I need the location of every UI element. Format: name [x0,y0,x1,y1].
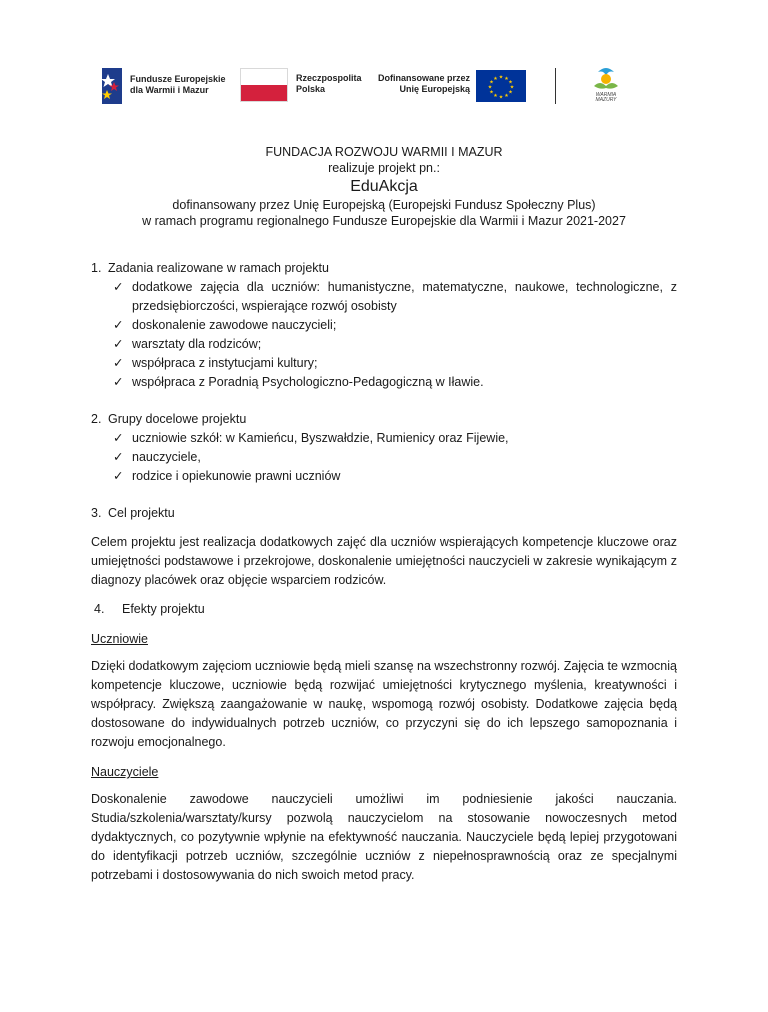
project-title: EduAkcja [350,178,418,195]
list-item: ✓ nauczyciele, [113,448,677,467]
fe-logo-line2: dla Warmii i Mazur [130,85,209,95]
paragraph: Celem projektu jest realizacja dodatkowych zajęć dla uczniów wspierających kompetencje kluczowe oraz umiejętności podstawowe i przekrojowe, doskonalenie umiejętności nauczycieli w zakresie wynikającym z diagnozy placówek oraz objęcie wsparciem rodziców. [91,535,677,587]
organization-name: FUNDACJA ROZWOJU WARMII I MAZUR [265,145,503,159]
list-item: ✓ współpraca z instytucjami kultury; [113,354,677,373]
cofinancing-line-2: w ramach programu regionalnego Fundusze Europejskie dla Warmii i Mazur 2021-2027 [142,214,626,228]
logo-strip [0,64,768,108]
check-mark-icon: ✓ [113,431,124,445]
subheading-uczniowie: Uczniowie [91,632,148,646]
eu-flag-icon [476,70,526,102]
cofinancing-line-1: dofinansowany przez Unię Europejską (Europejski Fundusz Społeczny Plus) [172,198,596,212]
section-title: Zadania realizowane w ramach projektu [108,261,329,275]
check-mark-icon: ✓ [113,337,124,351]
section-number: 4. [94,602,105,616]
rp-logo-line2: Polska [296,84,326,94]
fe-logo-line1: Fundusze Europejskie [130,74,226,84]
realizuje-line: realizuje projekt pn.: [328,161,440,175]
svg-text:★: ★ [508,79,513,86]
svg-text:★: ★ [493,93,498,99]
rzeczpospolita-polska-logo [240,64,360,108]
wm-logo-line2: MAZURY [595,97,617,103]
eu-logo-line1: Dofinansowane przez [378,73,471,83]
svg-text:★: ★ [498,74,504,81]
section-title: Grupy docelowe projektu [108,412,247,426]
check-mark-icon: ✓ [113,469,124,483]
svg-text:★: ★ [504,76,509,82]
paragraph: Doskonalenie zawodowe nauczycieli umożliwi im podniesienie jakości nauczania. Studia/szkolenia/warsztaty/kursy pozwolą nauczycielom na stosowanie nowoczesnych metod dydaktycznych, co pozytywnie wpłynie na efektywność nauczania. Nauczyciele będą lepiej przygotowani do identyfikacji potrzeb uczniów, szczególnie uczniów z niepełnosprawnością oraz ze specjalnymi potrzebami i dostosowywania do nich swoich metod pracy. [91,792,677,882]
fundusze-europejskie-logo [98,64,228,108]
warmia-mazury-logo [586,64,626,108]
section-grupy [91,410,677,486]
eu-logo-line2: Unię Europejską [399,84,470,94]
section-efekty [91,600,677,885]
svg-text:★: ★ [504,93,509,99]
document-body [91,144,677,885]
section-number: 2. [91,412,102,426]
document-header [91,144,677,229]
rp-logo-line1: Rzeczpospolita [296,73,362,83]
list-item: ✓ warsztaty dla rodziców; [113,335,677,354]
checklist [91,278,677,392]
section-heading [91,504,677,523]
polish-flag-icon [240,68,288,102]
svg-text:★: ★ [509,84,515,91]
svg-text:★: ★ [498,94,504,101]
subheading-nauczyciele: Nauczyciele [91,765,159,779]
check-mark-icon: ✓ [113,280,124,294]
list-item: ✓ uczniowie szkół: w Kamieńcu, Byszwałdzie, Rumienicy oraz Fijewie, [113,429,677,448]
wm-logo-line1: WARMIA [595,92,617,98]
section-title: Cel projektu [108,506,175,520]
unia-europejska-logo [378,64,528,108]
checklist [91,429,677,486]
check-mark-icon: ✓ [113,356,124,370]
section-number: 1. [91,261,102,275]
svg-text:★: ★ [508,89,513,96]
check-mark-icon: ✓ [113,450,124,464]
section-heading [91,410,677,429]
list-item: ✓ doskonalenie zawodowe nauczycieli; [113,316,677,335]
section-number: 3. [91,506,102,520]
section-title: Efekty projektu [122,602,205,616]
section-heading [91,259,677,278]
check-mark-icon: ✓ [113,318,124,332]
check-mark-icon: ✓ [113,375,124,389]
svg-text:★: ★ [487,84,493,91]
section-zadania [91,259,677,392]
svg-text:★: ★ [489,89,494,96]
svg-text:★: ★ [493,76,498,82]
warmia-mazury-emblem-icon [586,64,626,94]
paragraph: Dzięki dodatkowym zajęciom uczniowie będą mieli szansę na wszechstronny rozwój. Zajęcia te wzmocnią kompetencje kluczowe, uczniowie będą rozwijać umiejętności krytycznego myślenia, kreatywności i współpracy. Zwiększą zaangażowanie w naukę, wspomogą rozwój osobisty. Dodatkowe zajęcia będą dostosowane do indywidualnych potrzeb uczniów, co przyczyni się do ich lepszego samopoznania i rozwoju emocjonalnego. [91,659,677,749]
section-cel [91,504,677,590]
list-item: ✓ rodzice i opiekunowie prawni uczniów [113,467,677,486]
svg-text:★: ★ [489,79,494,86]
section-heading [91,600,677,619]
list-item: ✓ dodatkowe zajęcia dla uczniów: humanistyczne, matematyczne, naukowe, technologiczne, z przedsiębiorczości, wspierające rozwój osobisty [113,280,677,313]
list-item: ✓ współpraca z Poradnią Psychologiczno-Pedagogiczną w Iławie. [113,373,677,392]
fe-star-icon [98,66,126,106]
logo-divider [555,68,556,104]
